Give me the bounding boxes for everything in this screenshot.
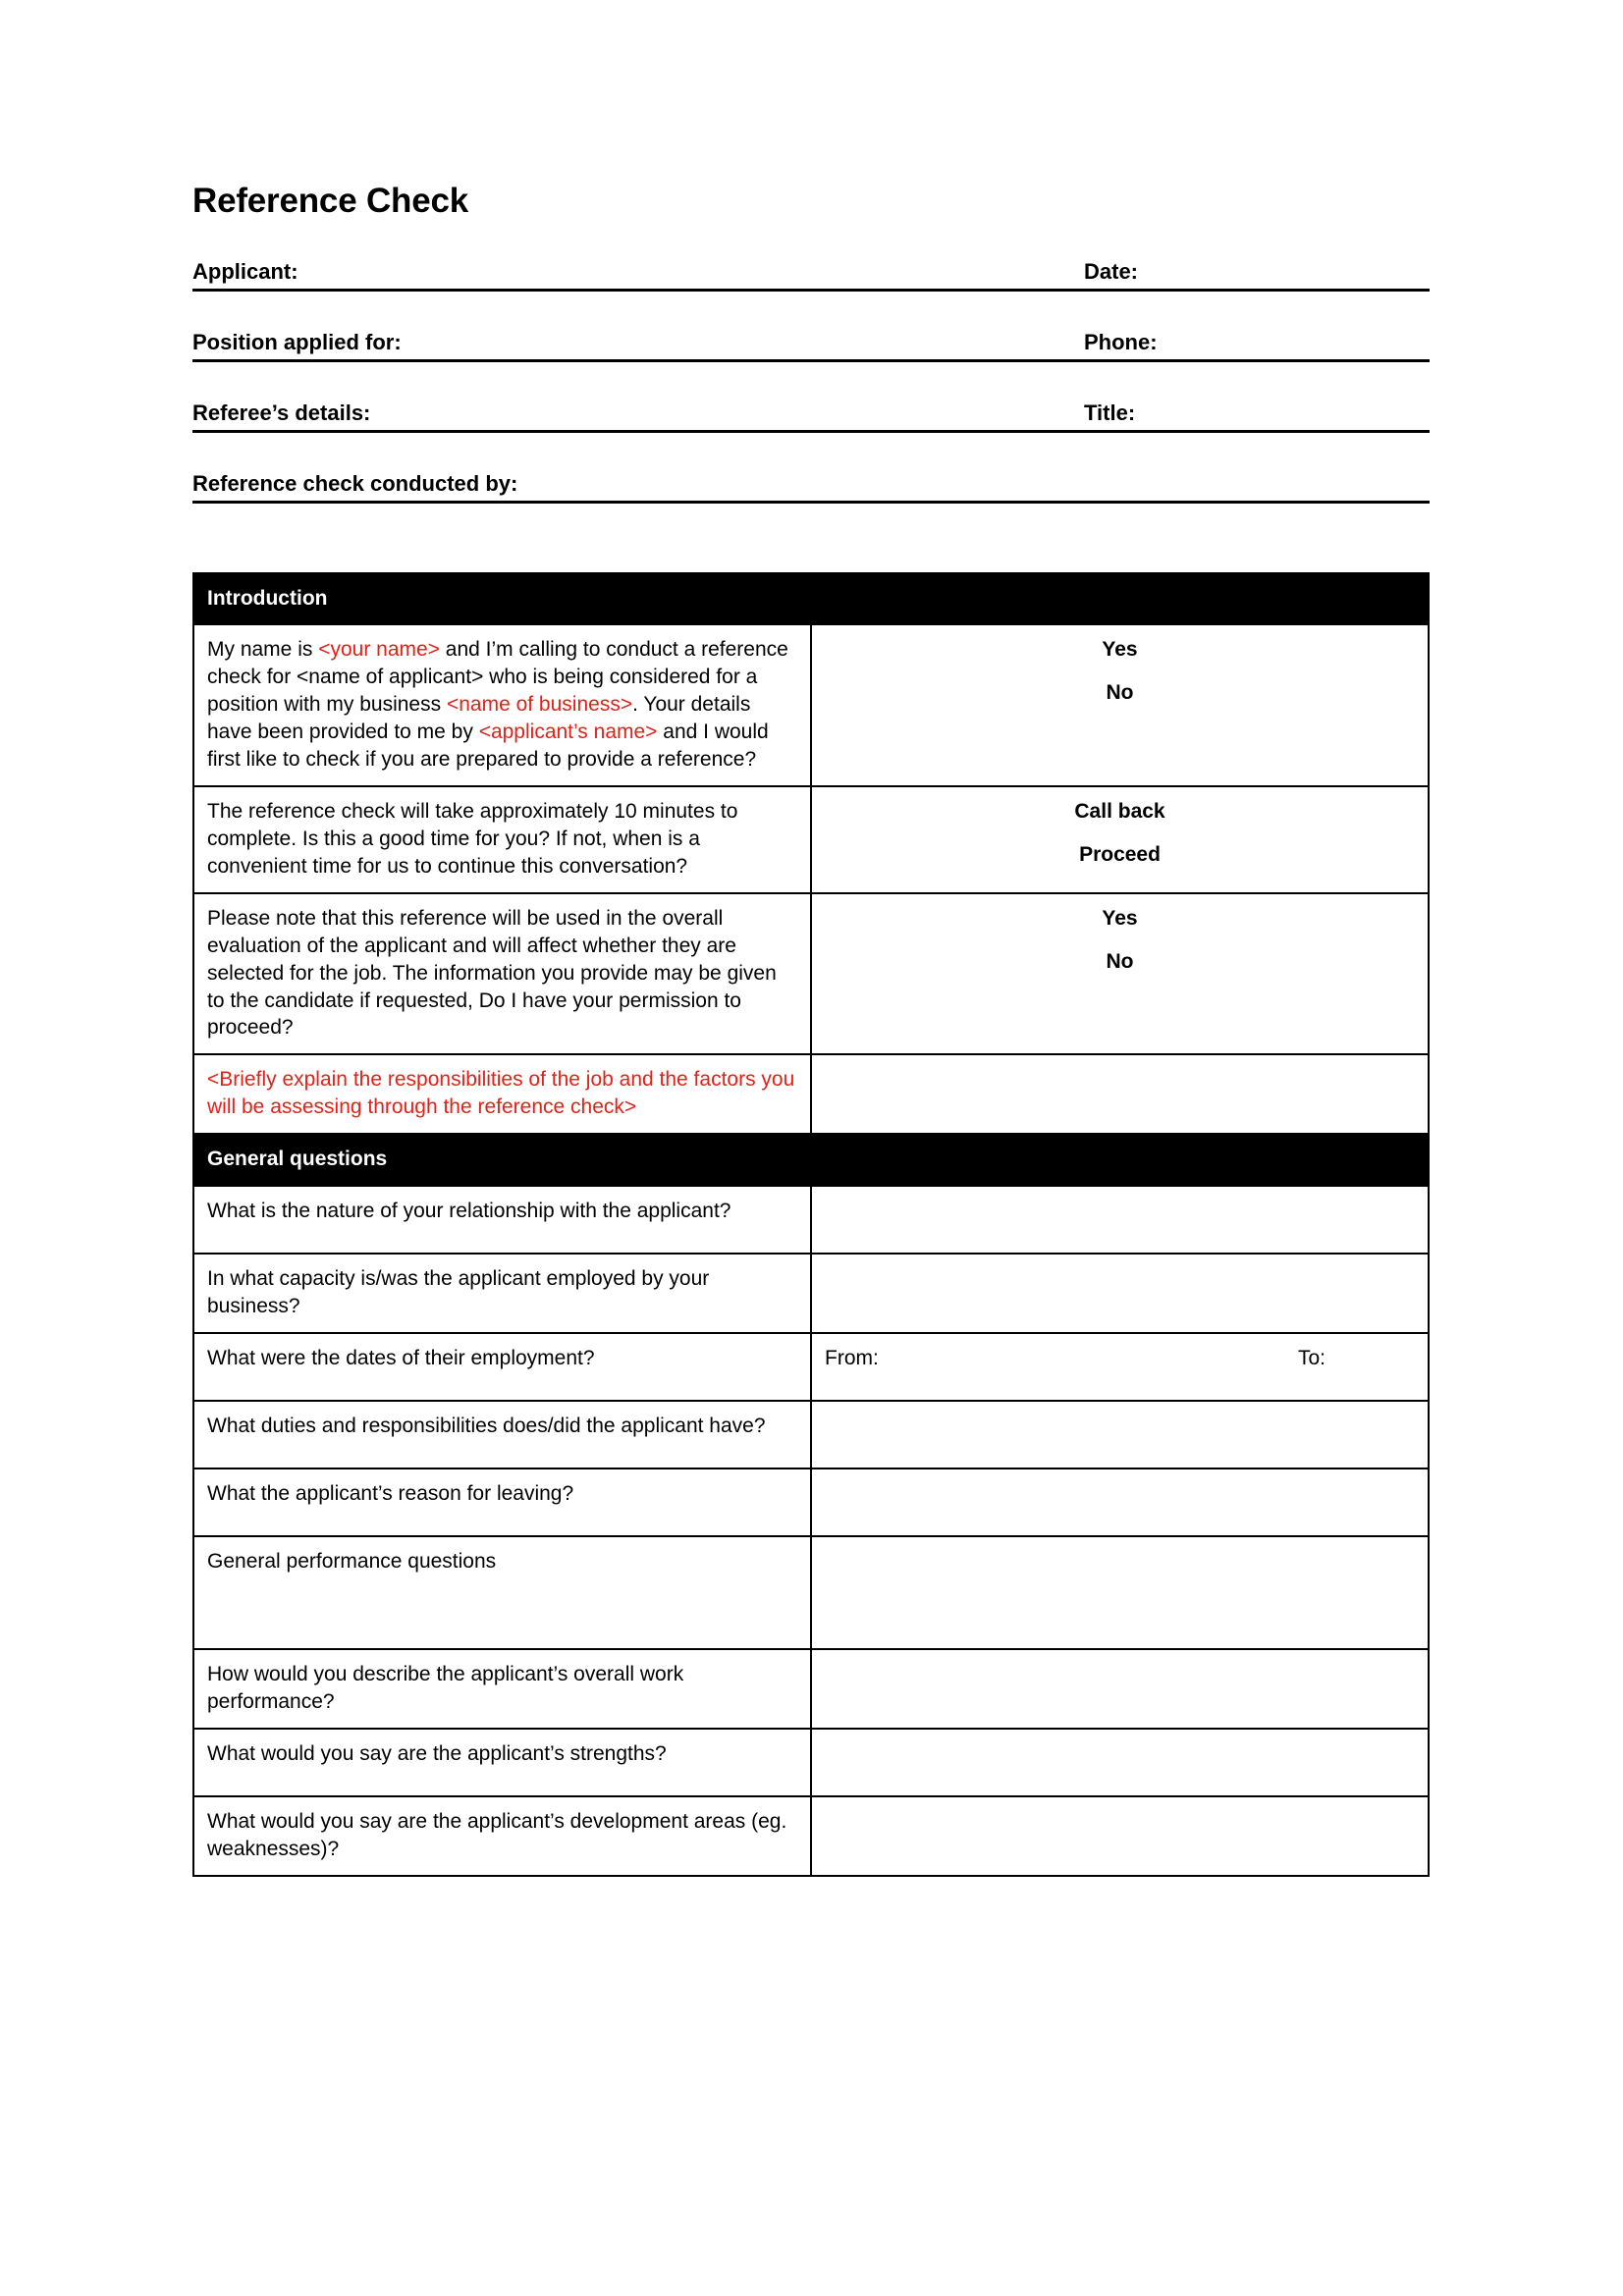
general-question-1: What is the nature of your relationship with the applicant?: [193, 1186, 811, 1254]
table-row-section-heading: [193, 1134, 1429, 1186]
field-label-phone: Phone:: [1084, 329, 1158, 354]
table-row: [193, 1401, 1429, 1468]
table-row: [193, 1468, 1429, 1536]
reference-check-table: [192, 572, 1430, 1877]
option-proceed[interactable]: Proceed: [1079, 842, 1161, 866]
general-question-6: General performance questions: [193, 1536, 811, 1649]
header-field-position: [192, 315, 1430, 362]
field-label-referee-details: Referee’s details:: [192, 400, 371, 425]
option-yes[interactable]: Yes: [1102, 638, 1138, 662]
table-row: [193, 1054, 1429, 1134]
intro-q1-seg-4: and I would first like to check if you are prepared to provide a reference?: [207, 721, 769, 772]
table-row: [193, 1186, 1429, 1254]
option-no[interactable]: No: [1106, 681, 1134, 705]
general-answer-8[interactable]: [811, 1729, 1429, 1796]
general-answer-7[interactable]: [811, 1649, 1429, 1729]
header-field-referee: [192, 386, 1430, 433]
intro-q1-seg-1: My name is: [207, 638, 319, 662]
intro-question-3: Please note that this reference will be used in the overall evaluation of the applicant and will affect whether they are selected for the job. The information you provide may be given to the candidate if requested, Do I have your permission to proceed?: [193, 893, 811, 1055]
table-row: [193, 893, 1429, 1055]
table-row-section-heading: [193, 573, 1429, 625]
general-question-8: What would you say are the applicant’s strengths?: [193, 1729, 811, 1796]
label-from: From:: [825, 1347, 879, 1370]
general-answer-3-dates[interactable]: [811, 1333, 1429, 1401]
intro-q1-seg-3: . Your details have been provided to me by: [207, 693, 751, 744]
table-row: [193, 1796, 1429, 1876]
intro-answer-3[interactable]: [811, 893, 1429, 1055]
table-row: [193, 786, 1429, 893]
page-title: Reference Check: [192, 182, 469, 220]
table-row: [193, 624, 1429, 786]
table-row: [193, 1333, 1429, 1401]
general-answer-4[interactable]: [811, 1401, 1429, 1468]
field-label-position-applied-for: Position applied for:: [192, 329, 402, 354]
field-label-applicant: Applicant:: [192, 258, 298, 284]
general-question-2: In what capacity is/was the applicant employed by your business?: [193, 1254, 811, 1333]
field-label-reference-check-conducted-by: Reference check conducted by:: [192, 470, 518, 496]
intro-answer-4[interactable]: [811, 1054, 1429, 1134]
general-answer-6[interactable]: [811, 1536, 1429, 1649]
table-row: [193, 1649, 1429, 1729]
header-field-applicant: [192, 244, 1430, 292]
document-content: [192, 183, 1430, 1877]
intro-instruction-note: <Briefly explain the responsibilities of the job and the factors you will be assessing through the reference check>: [193, 1054, 811, 1134]
general-question-4: What duties and responsibilities does/did the applicant have?: [193, 1401, 811, 1468]
spacer: [192, 504, 1430, 572]
option-no[interactable]: No: [1106, 949, 1134, 973]
general-question-9: What would you say are the applicant’s development areas (eg. weaknesses)?: [193, 1796, 811, 1876]
field-label-title: Title:: [1084, 400, 1136, 425]
intro-answer-1[interactable]: [811, 624, 1429, 786]
general-question-3: What were the dates of their employment?: [193, 1333, 811, 1401]
intro-answer-2[interactable]: [811, 786, 1429, 893]
intro-question-1: [193, 624, 811, 786]
table-row: [193, 1254, 1429, 1333]
general-answer-1[interactable]: [811, 1186, 1429, 1254]
general-answer-5[interactable]: [811, 1468, 1429, 1536]
section-header-general-questions: General questions: [193, 1134, 1429, 1186]
table-row: [193, 1729, 1429, 1796]
field-label-date: Date:: [1084, 258, 1139, 284]
header-field-conducted-by: [192, 456, 1430, 504]
intro-q1-seg-2: and I’m calling to conduct a reference check for <name of applicant> who is being considered for a position with my business: [207, 638, 788, 717]
intro-q1-placeholder-business-name: <name of business>: [446, 693, 633, 717]
general-question-5: What the applicant’s reason for leaving?: [193, 1468, 811, 1536]
intro-q1-placeholder-applicant-name: <applicant’s name>: [478, 721, 658, 744]
option-call-back[interactable]: Call back: [1074, 800, 1165, 824]
table-row: [193, 1536, 1429, 1649]
general-question-7: How would you describe the applicant’s overall work performance?: [193, 1649, 811, 1729]
intro-question-2: The reference check will take approximately 10 minutes to complete. Is this a good time for you? If not, when is a convenient time for us to continue this conversation?: [193, 786, 811, 893]
option-yes[interactable]: Yes: [1102, 906, 1138, 930]
label-to: To:: [1298, 1347, 1326, 1370]
general-answer-2[interactable]: [811, 1254, 1429, 1333]
general-answer-9[interactable]: [811, 1796, 1429, 1876]
section-header-introduction: Introduction: [193, 573, 1429, 625]
intro-q1-placeholder-your-name: <your name>: [318, 638, 440, 662]
